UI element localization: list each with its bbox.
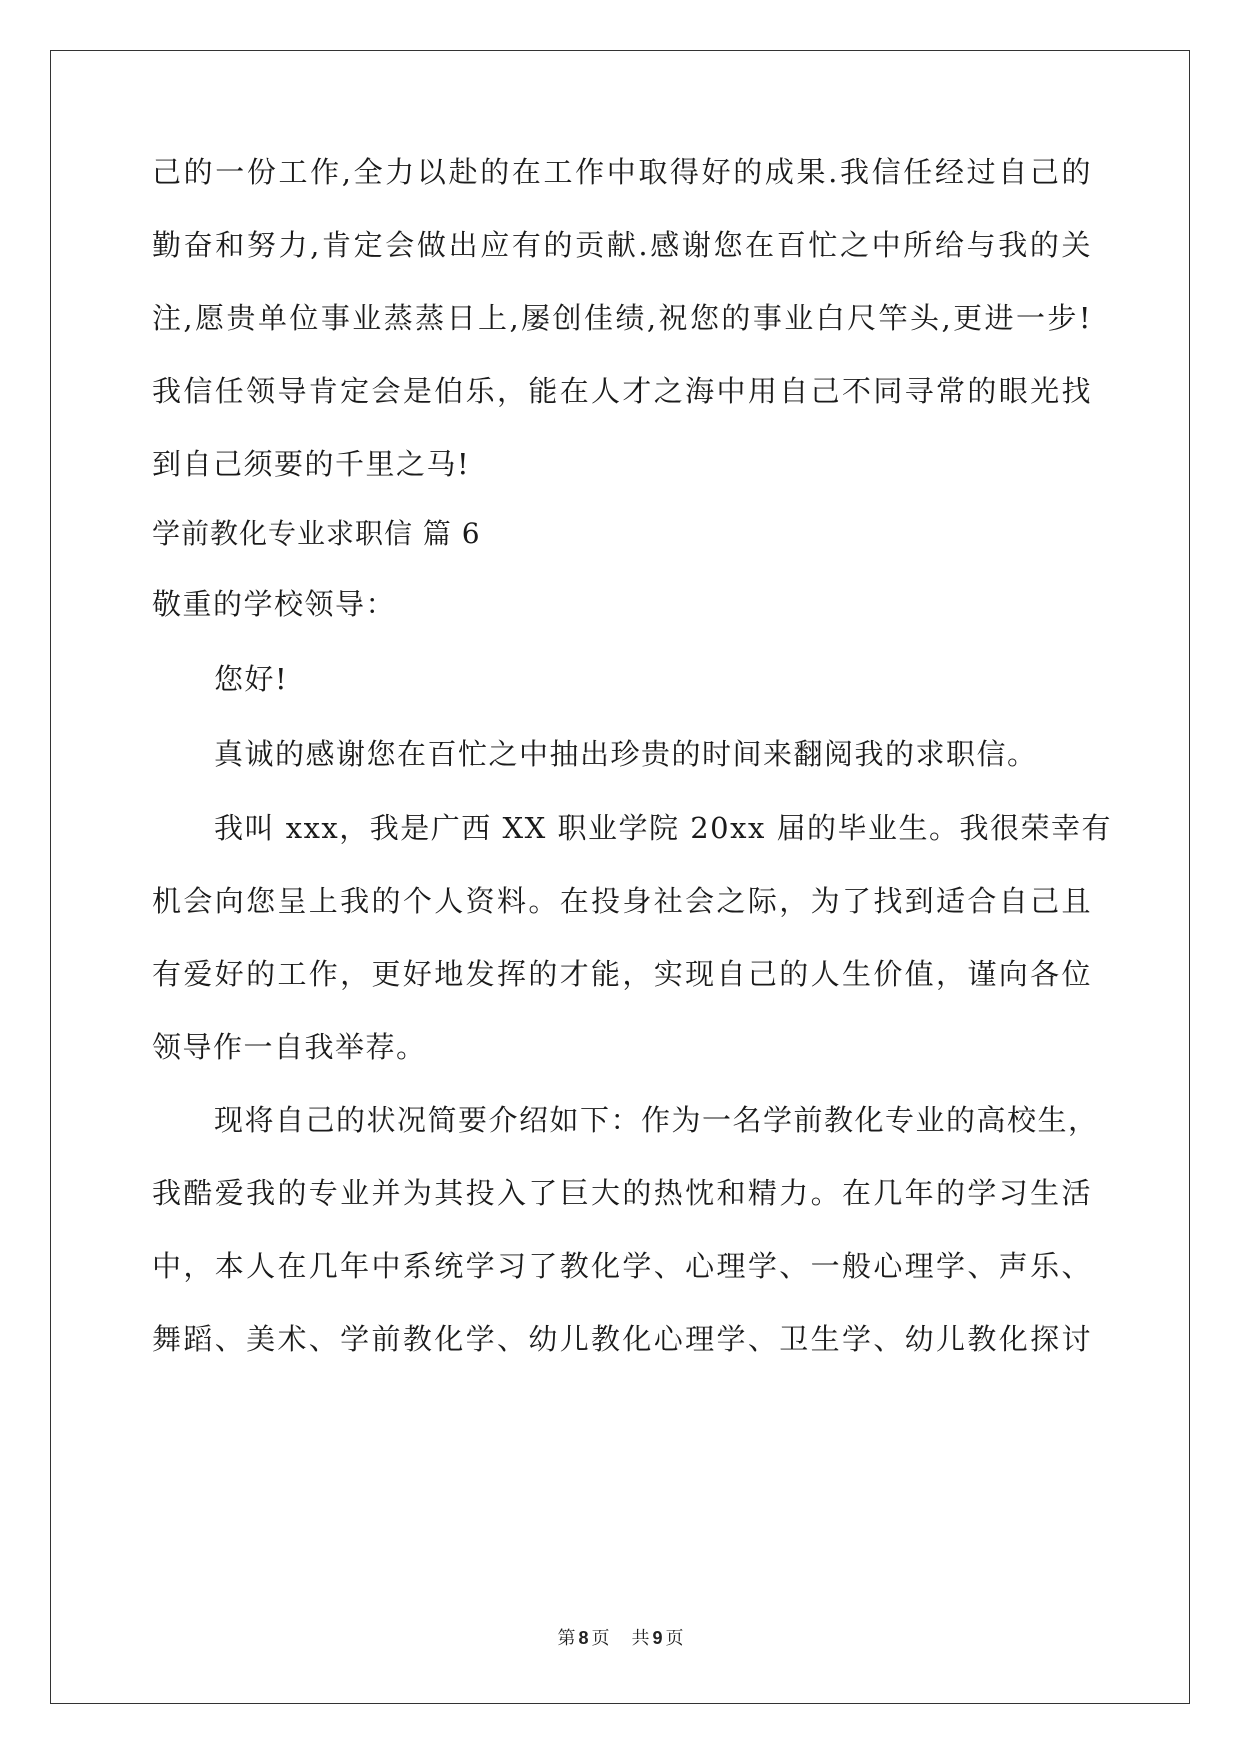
paragraph-line: 我叫 xxx，我是广西 XX 职业学院 20xx 届的毕业生。我很荣幸有 — [214, 811, 1113, 845]
total-suffix: 页 — [665, 1628, 684, 1649]
total-pages: 9 — [652, 1628, 663, 1648]
salutation: 敬重的学校领导： — [152, 587, 397, 621]
page-suffix: 页 — [591, 1628, 610, 1649]
paragraph-line: 到自己须要的千里之马! — [152, 447, 471, 481]
paragraph-line: 领导作一自我举荐。 — [152, 1030, 427, 1064]
page-prefix: 第 — [557, 1628, 576, 1649]
paragraph-line: 我酷爱我的专业并为其投入了巨大的热忱和精力。在几年的学习生活 — [152, 1176, 1092, 1210]
page-number: 8 — [578, 1628, 589, 1648]
paragraph-line: 有爱好的工作，更好地发挥的才能，实现自己的人生价值，谨向各位 — [152, 957, 1092, 991]
paragraph-line: 我信任领导肯定会是伯乐，能在人才之海中用自己不同寻常的眼光找 — [152, 374, 1092, 408]
paragraph-line: 注,愿贵单位事业蒸蒸日上,屡创佳绩,祝您的事业白尺竿头,更进一步! — [152, 301, 1092, 335]
total-prefix: 共 — [631, 1628, 650, 1649]
paragraph-line: 中，本人在几年中系统学习了教化学、心理学、一般心理学、声乐、 — [152, 1249, 1092, 1283]
greeting: 您好! — [214, 662, 289, 696]
paragraph-line: 己的一份工作,全力以赴的在工作中取得好的成果.我信任经过自己的 — [152, 155, 1092, 189]
section-heading: 学前教化专业求职信 篇 6 — [152, 517, 481, 550]
paragraph-line: 现将自己的状况简要介绍如下：作为一名学前教化专业的高校生， — [214, 1103, 1099, 1137]
paragraph-line: 舞蹈、美术、学前教化学、幼儿教化心理学、卫生学、幼儿教化探讨 — [152, 1322, 1092, 1356]
page-footer — [0, 1624, 1241, 1650]
paragraph-line: 机会向您呈上我的个人资料。在投身社会之际，为了找到适合自己且 — [152, 884, 1092, 918]
paragraph-line: 勤奋和努力,肯定会做出应有的贡献.感谢您在百忙之中所给与我的关 — [152, 228, 1092, 262]
paragraph-line: 真诚的感谢您在百忙之中抽出珍贵的时间来翻阅我的求职信。 — [214, 737, 1038, 771]
